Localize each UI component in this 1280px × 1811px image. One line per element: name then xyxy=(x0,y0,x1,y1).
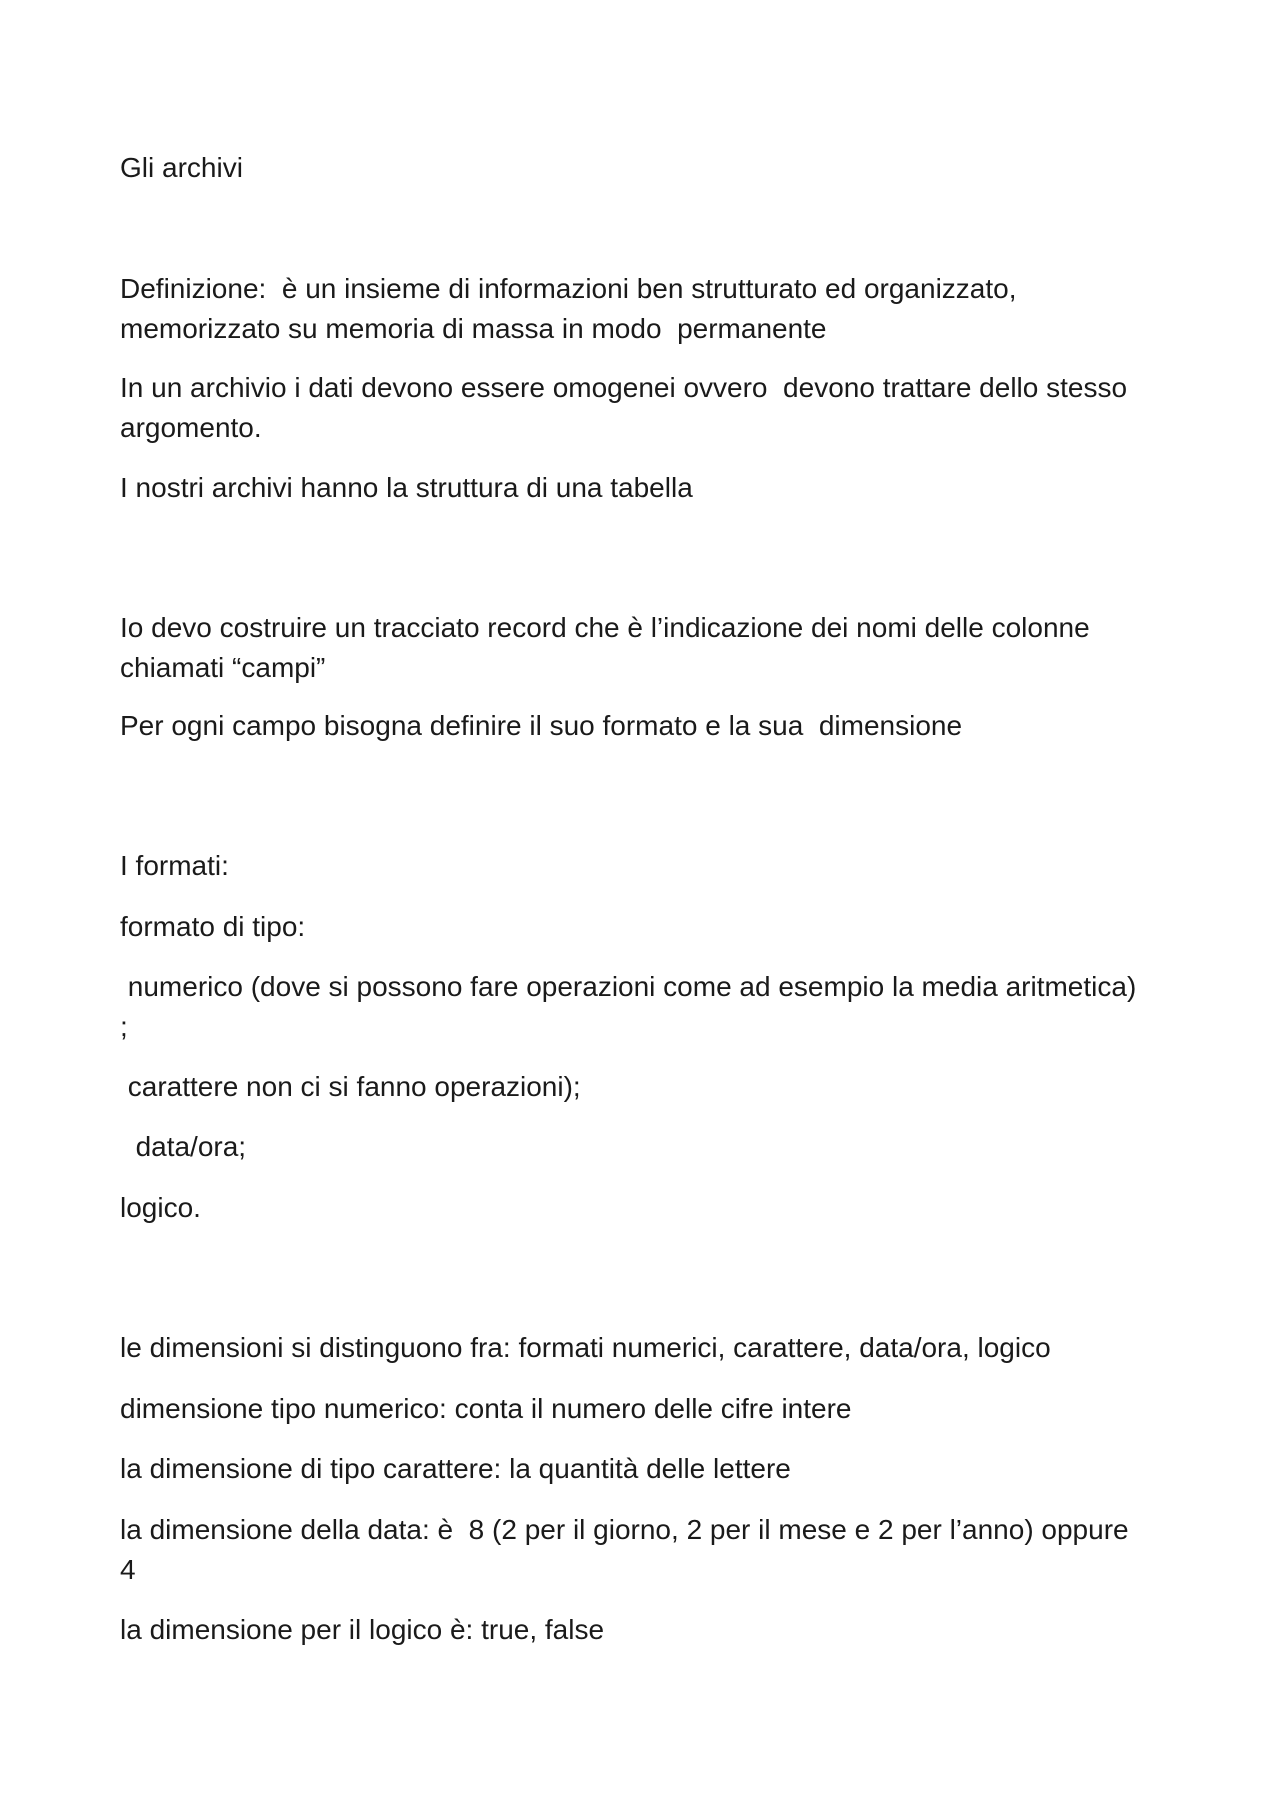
dimension-logical: la dimensione per il logico è: true, false xyxy=(120,1614,605,1645)
formats-heading: I formati: xyxy=(120,850,229,881)
format-numeric: numerico (dove si possono fare operazioni come ad esempio la media aritmetica) ; xyxy=(120,971,1145,1042)
dimension-date: la dimensione della data: è 8 (2 per il giorno, 2 per il mese e 2 per l’anno) oppure 4 xyxy=(120,1514,1137,1585)
format-type-label: formato di tipo: xyxy=(120,911,306,942)
paragraph-definition: Definizione: è un insieme di informazioni ben strutturato ed organizzato, memorizzato su memoria di massa in modo permanente xyxy=(120,273,1025,344)
paragraph-table-structure: I nostri archivi hanno la struttura di una tabella xyxy=(120,472,693,503)
format-datetime: data/ora; xyxy=(120,1131,247,1162)
paragraph-homogeneous-data: In un archivio i dati devono essere omogenei ovvero devono trattare dello stesso argomento. xyxy=(120,372,1135,443)
paragraph-format-dimension: Per ogni campo bisogna definire il suo formato e la sua dimensione xyxy=(120,710,963,741)
dimension-character: la dimensione di tipo carattere: la quantità delle lettere xyxy=(120,1453,791,1484)
dimension-numeric: dimensione tipo numerico: conta il numero delle cifre intere xyxy=(120,1393,852,1424)
document-title: Gli archivi xyxy=(120,152,243,183)
format-character: carattere non ci si fanno operazioni); xyxy=(120,1071,581,1102)
format-logical: logico. xyxy=(120,1192,201,1223)
dimensions-intro: le dimensioni si distinguono fra: formati numerici, carattere, data/ora, logico xyxy=(120,1332,1051,1363)
paragraph-record-layout: Io devo costruire un tracciato record che è l’indicazione dei nomi delle colonne chiamati “campi” xyxy=(120,612,1098,683)
